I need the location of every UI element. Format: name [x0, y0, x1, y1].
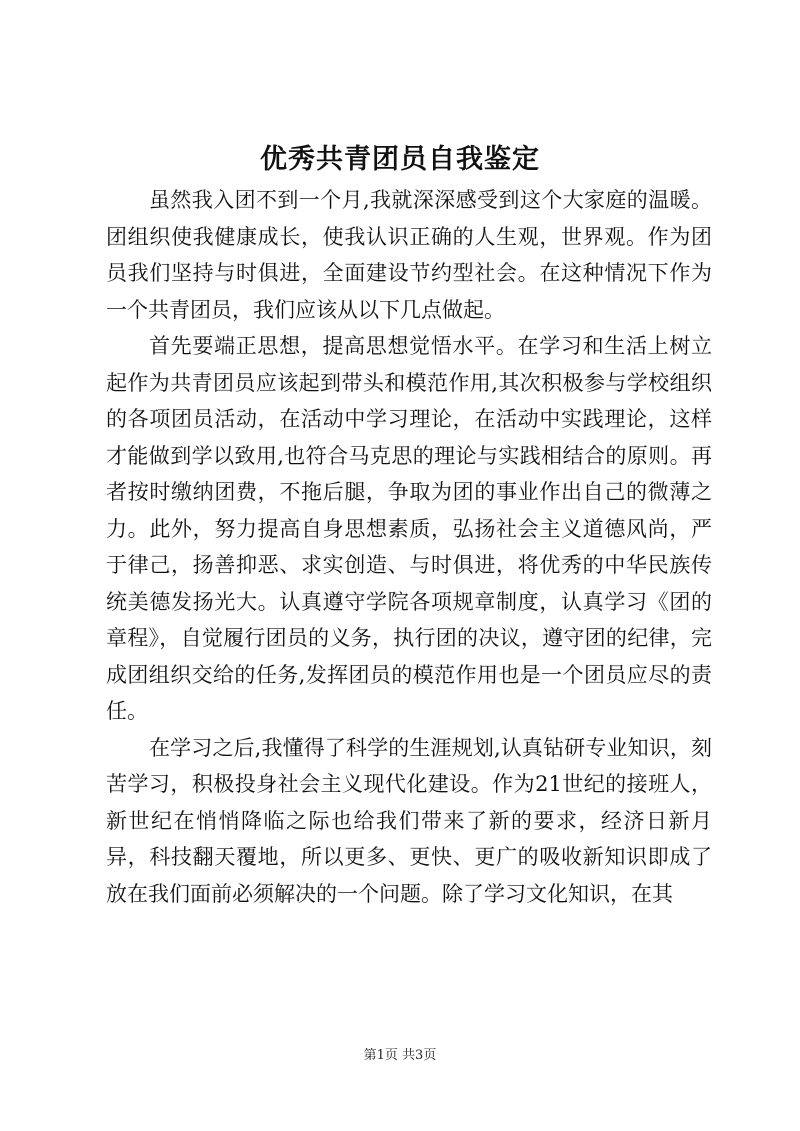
page-footer: 第1页 共3页: [363, 1048, 437, 1063]
paragraph-2: 首先要端正思想，提高思想觉悟水平。在学习和生活上树立起作为共青团员应该起到带头和模范作用,其次积极参与学校组织的各项团员活动，在活动中学习理论，在活动中实践理论，这样才能做到学以致用,也符合马克思的理论与实践相结合的原则。再者按时缴纳团费，不拖后腿，争取为团的事业作出自己的微薄之力。此外，努力提高自身思想素质，弘扬社会主义道德风尚，严于律己，扬善抑恶、求实创造、与时俱进，将优秀的中华民族传统美德发扬光大。认真遵守学院各项规章制度，认真学习《团的章程》，自觉履行团员的义务，执行团的决议，遵守团的纪律，完成团组织交给的任务,发挥团员的模范作用也是一个团员应尽的责任。: [106, 334, 712, 723]
document-body: [106, 182, 712, 912]
page-title: 优秀共青团员自我鉴定: [260, 144, 540, 175]
paragraph-3: 在学习之后,我懂得了科学的生涯规划,认真钻研专业知识，刻苦学习，积极投身社会主义现代化建设。作为21世纪的接班人，新世纪在悄悄降临之际也给我们带来了新的要求，经济日新月异，科技翻天覆地，所以更多、更快、更广的吸收新知识即成了放在我们面前必须解决的一个问题。除了学习文化知识，在其: [106, 735, 712, 906]
paragraph-1: 虽然我入团不到一个月,我就深深感受到这个大家庭的温暖。团组织使我健康成长，使我认识正确的人生观，世界观。作为团员我们坚持与时俱进，全面建设节约型社会。在这种情况下作为一个共青团员，我们应该从以下几点做起。: [106, 188, 712, 322]
